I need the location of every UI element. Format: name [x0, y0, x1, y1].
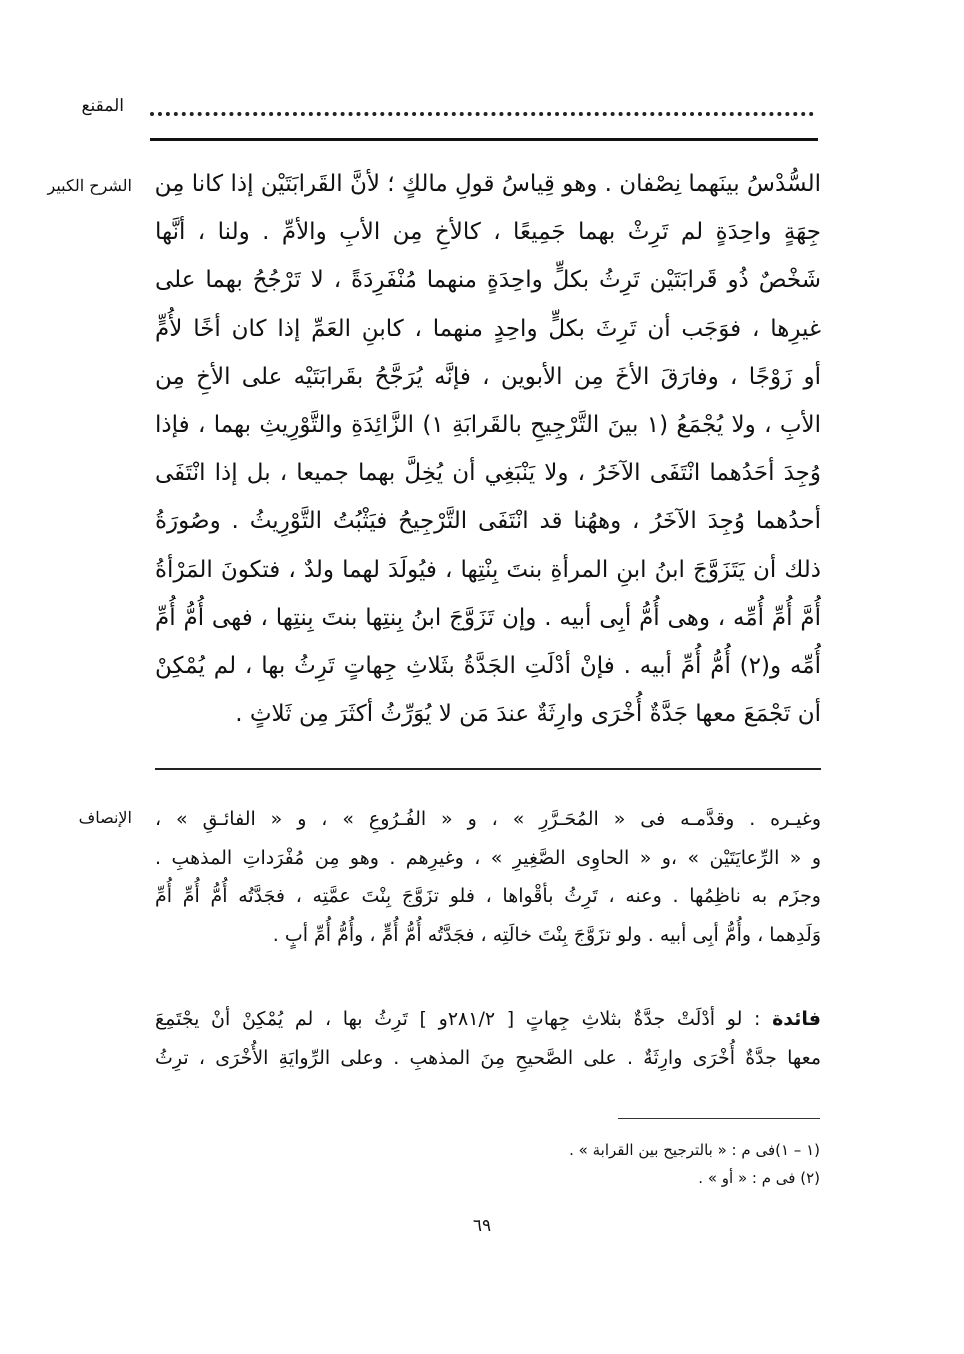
text-line: السُّدْسُ بينَهما نِصْفان . وهو قِياسُ قولِ مالكٍ ؛ لأنَّ القَرابَتَيْن إذا كانا مِن: [155, 171, 821, 197]
text-line: أُمِّه و(٢) أُمُّ أُمِّ أبيه . فإنْ أدْلَتِ الجَدَّةُ بثَلاثِ جِهاتٍ تَرِثُ بها ، لم يُمْكِنْ: [155, 652, 821, 679]
text-line: وَلَدِهما ، وأُمُّ أبِى أبيه . ولو تزَوَّجَ بِنْتَ خالَتِه ، فجَدَّتُه أُمُّ أُمٍّ ، وأُمُّ أُمِّ أبٍ .: [272, 923, 821, 946]
text-line: أُمَّ أُمِّ أُمِّه ، وهى أُمُّ أبِى أبيه . وإن تَزَوَّجَ ابنُ بِنتِها بنتَ بِنتِها ، فهى أُمُّ أُمِّ: [155, 604, 821, 631]
header-dotted-line: [150, 112, 814, 116]
text-line: معها جدَّةٌ أُخْرَى وارِثَةٌ . على الصَّحيحِ مِنَ المذهبِ . وعلى الرِّوايَةِ الأُخْرَى ، ترِثُ: [155, 1046, 821, 1069]
text-line: أحدُهما وُجِدَ الآخَرُ ، وههُنا قد انْتَفَى التَّرْجِيحُ فيَثْبُتُ التَّوْرِيثُ . وصُورَةُ: [155, 508, 821, 535]
text-line: جِهَةٍ واحِدَةٍ لم تَرِثْ بهما جَمِيعًا ، كالأخِ مِن الأبِ والأمِّ . ولنا ، أنَّها: [155, 219, 821, 246]
header-rule: [150, 138, 818, 141]
faida-label: فائدة: [772, 1008, 821, 1030]
margin-label-sharh: الشرح الكبير: [47, 176, 132, 195]
faida-text: : لو أدْلَتْ جدَّةٌ بثلاثِ جِهاتٍ [ ٢٨١/٢و ] تَرِثُ بها ، لم يُمْكِنْ أنْ يجْتَمِعَ: [155, 1008, 773, 1030]
footnote: (١ – ١)فى م : « بالترجيح بين القرابة » .: [569, 1141, 820, 1159]
insaf-text-block: [155, 800, 821, 954]
page-number: ٦٩: [472, 1216, 492, 1236]
main-text-block: [155, 160, 821, 738]
footnotes: [420, 1136, 820, 1192]
text-line: الأبِ ، ولا يُجْمَعُ (١ بينَ التَّرْجِيحِ بالقَرابَةِ ١) الزَّائِدَةِ والتَّوْرِيثِ بهما ، فإذا: [155, 411, 821, 438]
footnote: (٢) فى م : « أو » .: [698, 1169, 820, 1187]
faida-paragraph: [155, 1000, 821, 1077]
running-header-title: المقنع: [81, 96, 124, 116]
text-line: غيرِها ، فوَجَب أن تَرِثَ بكلٍّ واحِدٍ منهما ، كابنِ العَمِّ إذا كان أخًا لأُمٍّ: [155, 315, 821, 342]
text-line: و « الرِّعايَتَيْن » ،و « الحاوِى الصَّغِيرِ » ، وغيرِهم . وهو مِن مُفْرَداتِ المذهبِ .: [155, 846, 821, 869]
section-divider: [155, 768, 821, 770]
text-line: وجزَم به ناظِمُها . وعنه ، تَرِثُ بأقْواها ، فلو تزَوَّجَ بِنْتَ عمَّتِه ، فجَدَّتُه أُمُّ أُمِّ أُمِّ: [155, 885, 821, 907]
text-line: أو زَوْجًا ، وفارَقَ الأخَ مِن الأبوين ، فإنَّه يُرَجَّحُ بقَرابَتَيْه على الأخِ مِن: [155, 363, 821, 390]
text-line: [155, 1000, 821, 1039]
text-line: شَخْصٌ ذُو قَرابَتَيْن تَرِثُ بكلٍّ واحِدَةٍ منهما مُنْفَرِدَةً ، لا تَرْجُحُ بهما على: [155, 267, 821, 294]
margin-label-insaf: الإنصاف: [78, 808, 132, 827]
text-line: وُجِدَ أحَدُهما انْتَفَى الآخَرُ ، ولا يَنْبَغِي أن يُخِلَّ بهما جميعا ، بل إذا انْتَفَى: [155, 460, 821, 487]
footnote-rule: [618, 1118, 820, 1119]
text-line: وغيـره . وقدَّمـه فى « المُحَـرَّرِ » ، و « الفُـرُوعِ » ، و « الفائـقِ » ،: [155, 808, 821, 830]
text-line: ذلك أن يَتَزَوَّجَ ابنُ ابنِ المرأةِ بنتَ بِنْتِها ، فيُولَدَ لهما ولدٌ ، فتكونَ المَرْأةُ: [155, 556, 821, 583]
text-line: أن تَجْمَعَ معها جَدَّةٌ أُخْرَى وارِثَةٌ عندَ مَن لا يُوَرِّثُ أكثَرَ مِن ثَلاثٍ .: [235, 701, 821, 728]
